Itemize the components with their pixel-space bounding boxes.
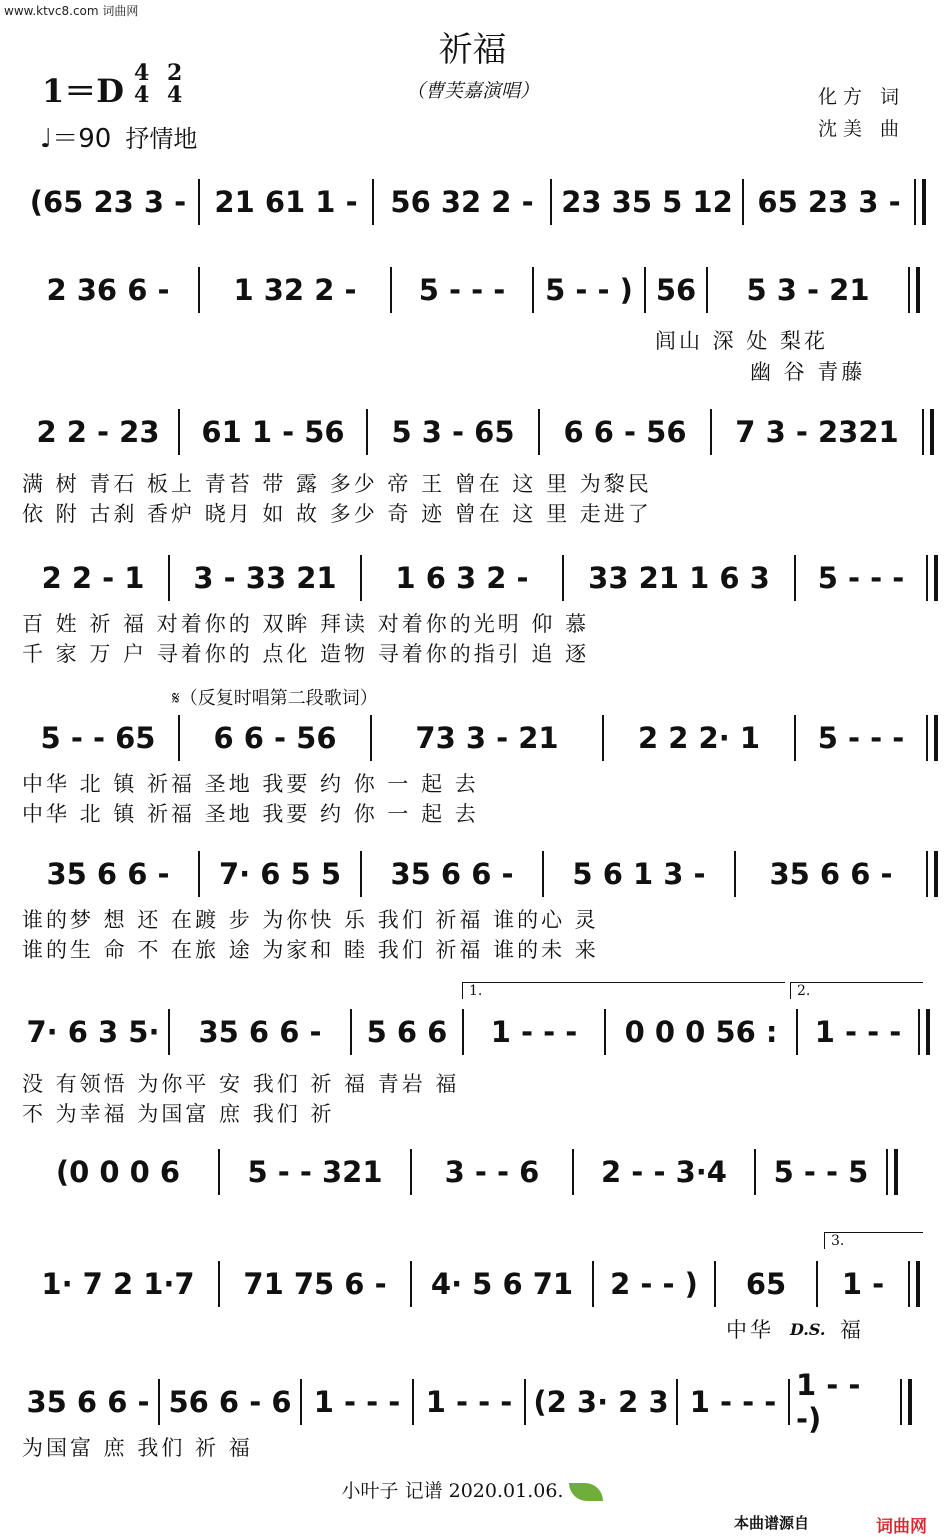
measure: 35 6 6 - xyxy=(390,857,514,891)
lyric-line: 中华 北 镇 祈福 圣地 我要 约 你 一 起 去 xyxy=(22,772,479,796)
measure: 5 6 1 3 - xyxy=(572,857,706,891)
measure: 1 - - - xyxy=(814,1015,902,1049)
measure: 6 6 - 56 xyxy=(213,721,337,755)
measure: 5 - - ) xyxy=(545,273,633,307)
expression-mark: 抒情地 xyxy=(125,125,198,153)
note-row xyxy=(0,1262,945,1306)
measure: 73 3 - 21 xyxy=(415,721,559,755)
note-row xyxy=(0,410,945,454)
measure: 1 - - - xyxy=(689,1385,777,1419)
measure: 5 - - - xyxy=(817,561,905,595)
bar-line xyxy=(900,1379,912,1425)
measure: 1 - - - xyxy=(490,1015,578,1049)
volta-1: 1. xyxy=(462,982,785,999)
measure: 2 - - 3·4 xyxy=(601,1155,727,1189)
measure: 5 6 6 xyxy=(366,1015,448,1049)
lyric-line: 满 树 青石 板上 青苔 带 露 多少 帝 王 曾在 这 里 为黎民 xyxy=(22,472,652,496)
lyric-line: 幽 谷 青藤 xyxy=(750,360,866,384)
measure: 2 2 2· 1 xyxy=(637,721,761,755)
measure: (0 0 0 6 xyxy=(55,1155,181,1189)
lyric-line: 没 有领悟 为你平 安 我们 祈 福 青岩 福 xyxy=(22,1072,460,1096)
measure: (65 23 3 - xyxy=(29,185,187,219)
singer-credit: （曹芙嘉演唱） xyxy=(405,80,539,102)
bar-line xyxy=(908,1261,920,1307)
lyric-line: 不 为幸福 为国富 庶 我们 祈 xyxy=(22,1102,335,1126)
measure: 2 36 6 - xyxy=(46,273,170,307)
measure: 5 - - 321 xyxy=(247,1155,383,1189)
tempo-marking xyxy=(40,118,197,155)
measure: 23 35 5 12 xyxy=(561,185,733,219)
measure: 1 - - - xyxy=(313,1385,401,1419)
measure: 35 6 6 - xyxy=(198,1015,322,1049)
lyric-line: 谁的生 命 不 在旅 途 为家和 睦 我们 祈福 谁的未 来 xyxy=(22,938,599,962)
note-row xyxy=(0,1368,945,1436)
bar-line xyxy=(914,179,926,225)
measure: 65 23 3 - xyxy=(757,185,901,219)
measure: 2 2 - 1 xyxy=(41,561,145,595)
measure: 7 3 - 2321 xyxy=(735,415,899,449)
note-row xyxy=(0,852,945,896)
bar-line xyxy=(918,1009,930,1055)
lyric-line: 中华 北 镇 祈福 圣地 我要 约 你 一 起 去 xyxy=(22,802,479,826)
transcriber-note: 小叶子 记谱 2020.01.06. xyxy=(0,1476,945,1503)
measure: 2 2 - 23 xyxy=(36,415,160,449)
note-row xyxy=(0,1150,945,1194)
time-signatures xyxy=(134,62,192,108)
meter-2-4: 2 4 xyxy=(166,60,183,108)
meter-4-4: 4 4 xyxy=(134,60,150,108)
key-signature: 1＝D xyxy=(42,72,125,110)
measure: 35 6 6 - xyxy=(46,857,170,891)
measure: 71 75 6 - xyxy=(243,1267,387,1301)
tempo-value: ♩＝90 xyxy=(40,124,112,154)
lyric-line: 为国富 庶 我们 祈 福 xyxy=(22,1436,253,1460)
leaf-icon xyxy=(569,1483,603,1501)
composer-credit: 沈美 曲 xyxy=(818,118,906,140)
lyric-line: 闾山 深 处 梨花 xyxy=(655,329,829,353)
measure: 6 6 - 56 xyxy=(563,415,687,449)
measure: 56 32 2 - xyxy=(390,185,534,219)
measure: 1 - - - xyxy=(425,1385,513,1419)
measure: 21 61 1 - xyxy=(214,185,358,219)
dal-segno-mark: D.S. xyxy=(790,1320,826,1339)
site-watermark: www.ktvc8.com 词曲网 xyxy=(4,4,139,18)
note-row xyxy=(0,556,945,600)
measure: 56 xyxy=(655,273,697,307)
measure: 1 6 3 2 - xyxy=(395,561,529,595)
measure: 1· 7 2 1·7 xyxy=(41,1267,195,1301)
measure: 1 - - -) xyxy=(796,1368,861,1436)
segno-mark: 𝄋（反复时唱第二段歌词） xyxy=(172,688,378,709)
measure: 0 0 0 56 : xyxy=(624,1015,778,1049)
measure: 33 21 1 6 3 xyxy=(588,561,770,595)
measure: 1 32 2 - xyxy=(233,273,357,307)
bar-line xyxy=(926,555,938,601)
song-title: 祈福 xyxy=(438,30,507,70)
lyric-line: 百 姓 祈 福 对着你的 双眸 拜读 对着你的光明 仰 慕 xyxy=(22,612,590,636)
note-row xyxy=(0,716,945,760)
note-row xyxy=(0,1010,945,1054)
measure: 5 3 - 65 xyxy=(391,415,515,449)
measure: 7· 6 5 5 xyxy=(218,857,342,891)
measure: 5 - - 65 xyxy=(40,721,156,755)
measure: 7· 6 3 5· xyxy=(26,1015,160,1049)
bar-line xyxy=(886,1149,898,1195)
lyric-line: 依 附 古刹 香炉 晓月 如 故 多少 奇 迹 曾在 这 里 走进了 xyxy=(22,502,652,526)
note-row xyxy=(0,180,945,224)
measure: 5 - - - xyxy=(817,721,905,755)
lyric-line: 谁的梦 想 还 在踱 步 为你快 乐 我们 祈福 谁的心 灵 xyxy=(22,908,599,932)
measure: 65 xyxy=(745,1267,787,1301)
measure: (2 3· 2 3 xyxy=(533,1385,669,1419)
bar-line xyxy=(926,851,938,897)
measure: 61 1 - 56 xyxy=(201,415,345,449)
volta-3: 3. xyxy=(824,1232,923,1249)
lyric-line: 中华 xyxy=(726,1318,774,1342)
measure: 5 3 - 21 xyxy=(746,273,870,307)
note-row xyxy=(0,268,945,312)
source-label: 本曲谱源自 xyxy=(734,1514,810,1532)
measure: 5 - - 5 xyxy=(773,1155,869,1189)
measure: 56 6 - 6 xyxy=(168,1385,292,1419)
measure: 4· 5 6 71 xyxy=(430,1267,574,1301)
bar-line xyxy=(922,409,934,455)
measure: 3 - - 6 xyxy=(444,1155,540,1189)
lyricist-credit: 化方 词 xyxy=(818,86,906,108)
measure: 1 - xyxy=(841,1267,885,1301)
measure: 5 - - - xyxy=(418,273,506,307)
measure: 3 - 33 21 xyxy=(193,561,337,595)
measure: 35 6 6 - xyxy=(26,1385,150,1419)
volta-2: 2. xyxy=(790,982,923,999)
measure: 35 6 6 - xyxy=(769,857,893,891)
lyric-word: 福 xyxy=(840,1318,861,1342)
bar-line xyxy=(926,715,938,761)
brand-logo: 词曲网 xyxy=(876,1517,927,1537)
bar-line xyxy=(908,267,920,313)
lyric-line: 千 家 万 户 寻着你的 点化 造物 寻着你的指引 追 逐 xyxy=(22,642,590,666)
measure: 2 - - ) xyxy=(610,1267,698,1301)
